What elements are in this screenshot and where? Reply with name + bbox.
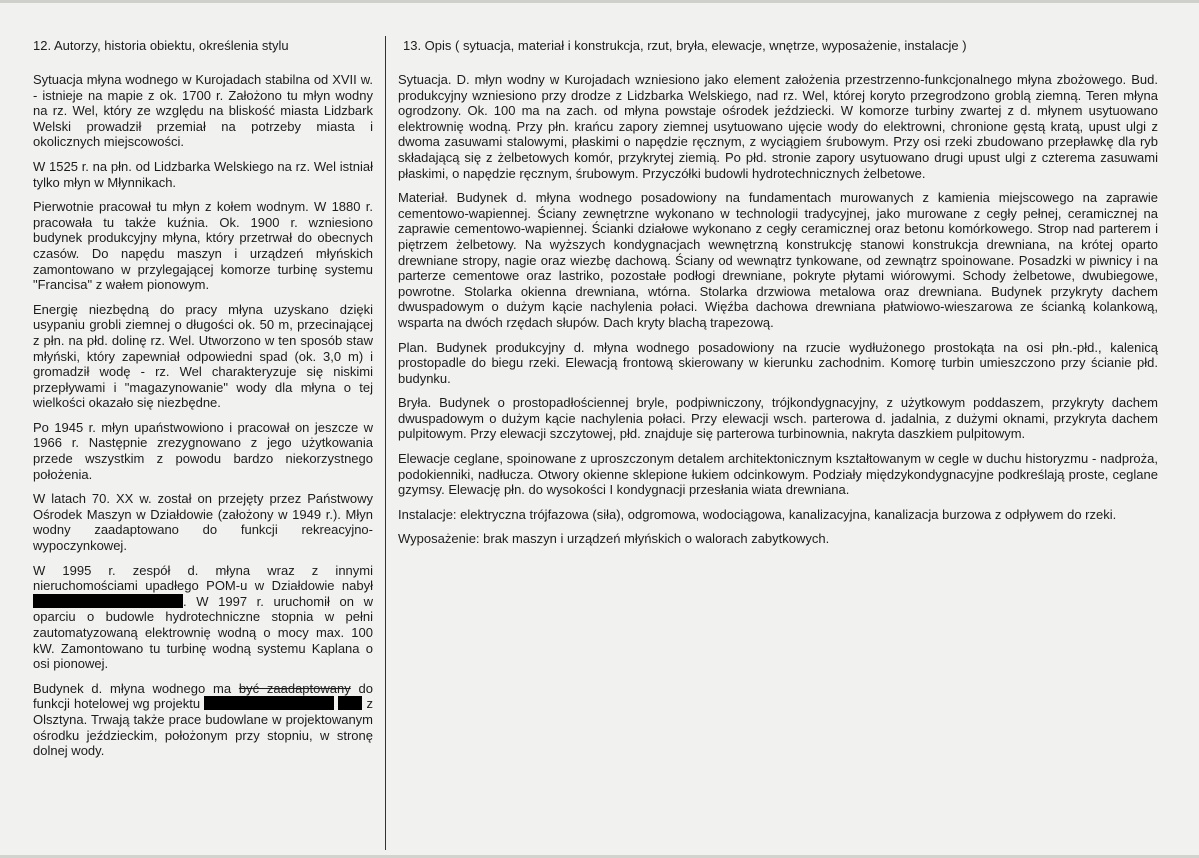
history-paragraph-7	[33, 563, 373, 672]
redaction-box	[338, 696, 362, 710]
history-heading: 12. Autorzy, historia obiektu, określenia stylu	[33, 38, 289, 53]
history-paragraph-1: Sytuacja młyna wodnego w Kurojadach stabilna od XVII w. - istnieje na mapie z ok. 1700 r. Założono tu młyn wodny na rz. Wel, który ze względu na bliskość miasta Lidzbark Welski prowadził przemiał na potrzeby miasta i okolicznych miejscowości.	[33, 72, 373, 150]
column-divider	[385, 36, 386, 850]
struck-text: być zaadaptowany	[238, 680, 351, 696]
page-edge-top	[0, 0, 1199, 3]
description-heading: 13. Opis ( sytuacja, materiał i konstrukcja, rzut, bryła, elewacje, wnętrze, wyposażenie, instalacje )	[403, 38, 967, 53]
history-paragraph-4: Energię niezbędną do pracy młyna uzyskano dzięki usypaniu grobli ziemnej o długości ok. 50 m, przecinającej z płn. na płd. dolinę rz. Wel. Utworzono w ten sposób staw młyński, który zapewniał odpowiedni spad (ok. 3,0 m) i gromadził wodę - rz. Wel charakteryzuje się niskimi przepływami i "magazynowanie" wody dla młyna o tej wielkości okazało się niezbędne.	[33, 301, 373, 411]
history-paragraph-2: W 1525 r. na płn. od Lidzbarka Welskiego na rz. Wel istniał tylko młyn w Młynnikach.	[33, 158, 373, 190]
description-column	[398, 38, 1158, 556]
history-paragraph-8-middle: do funkcji hotelowej wg projektu	[33, 680, 373, 712]
redaction-box	[204, 696, 334, 710]
description-installations: Instalacje: elektryczna trójfazowa (siła), odgromowa, wodociągowa, kanalizacyjna, kanalizacja burzowa z odpływem do rzeki.	[398, 506, 1117, 522]
description-situation: Sytuacja. D. młyn wodny w Kurojadach wzniesiono jako element założenia przestrzenno-funkcjonalnego młyna zbożowego. Bud. produkcyjny wzniesiono przy drodze z Lidzbarka Welskiego, nad rz. Wel, której koryto przegrodzono groblą ziemną. Teren młyna ogrodzony. Ok. 100 ma na zach. od młyna powstaje ośrodek jeździecki. W komorze turbiny zwartej z d. młynem usytuowano elektrownię wodną. Przy płn. krańcu zapory ziemnej usytuowano ujęcie wody do elektrowni, chronione gęstą kratą, upust ulgi z dwoma zasuwami stalowymi, płaskimi o napędzie ręcznym, z wyciągiem śrubowym. Przy osi rzeki zbudowano przepławkę dla ryb składającą się z żelbetowych komór, przykrytej ziemią. Po płd. stronie zapory usytuowano drugi upust ulgi z czterema zasuwami płaskimi, o napędzie ręcznym, śrubowym. Przyczółki budowli hydrotechnicznych żelbetowe.	[398, 72, 1158, 181]
description-body: Bryła. Budynek o prostopadłościennej bryle, podpiwniczony, trójkondygnacyjny, z użytkowym poddaszem, przykryty dachem dwuspadowym o dużym kącie nachylenia połaci. Przy elewacji wsch. parterowa d. jadalnia, z dużymi oknami, przykryta dachem pulpitowym. Przy elewacji szczytowej, płd. znajduje się parterowa turbinownia, nakryta daszkiem pulpitowym.	[398, 395, 1158, 442]
redaction-box	[33, 594, 183, 608]
history-paragraph-8	[33, 681, 373, 759]
description-elevations: Elewacje ceglane, spoinowane z uproszczonym detalem architektonicznym kształtowanym w cegle w duchu historyzmu - nadproża, podokienniki, nadłucza. Otwory okienne sklepione łukiem odcinkowym. Podziały międzykondygnacyjne podkreślają proste, ceglane gzymsy. Elewację płn. do wysokości I kondygnacji przesłania wiata drewniana.	[398, 451, 1158, 498]
history-paragraph-6: W latach 70. XX w. został on przejęty przez Państwowy Ośrodek Maszyn w Działdowie (założony w 1949 r.). Młyn wodny zaadaptowano do funkcji rekreacyjno-wypoczynkowej.	[33, 491, 373, 554]
description-plan: Plan. Budynek produkcyjny d. młyna wodnego posadowiony na rzucie wydłużonego prostokąta na osi płn.-płd., kalenicą prostopadle do biegu rzeki. Elewacją frontową skierowany w kierunku zachodnim. Komorę turbin umieszczono przy ścianie płd. budynku.	[398, 339, 1158, 386]
description-equipment: Wyposażenie: brak maszyn i urządzeń młyńskich o walorach zabytkowych.	[398, 531, 830, 547]
history-paragraph-5: Po 1945 r. młyn upaństwowiono i pracował on jeszcze w 1966 r. Następnie zrezygnowano z jego użytkowania przede wszystkim z powodu bardzo niekorzystnego położenia.	[33, 419, 373, 482]
history-paragraph-7-start: W 1995 r. zespół d. młyna wraz z innymi nieruchomościami upadłego POM-u w Działdowie nabył	[33, 562, 373, 594]
history-paragraph-8-start: Budynek d. młyna wodnego ma	[33, 680, 232, 696]
description-material: Materiał. Budynek d. młyna wodnego posadowiony na fundamentach murowanych z kamienia miejscowego na zaprawie cementowo-wapiennej. Ściany zewnętrzne wykonano w technologii tradycyjnej, jako murowane z cegły pełnej, ceramicznej na zaprawie cementowo-wapiennej. Ścianki działowe wykonano z cegły ceramicznej oraz betonu komórkowego. Strop nad parterem i piętrzem żelbetowy. Na wyższych kondygnacjach wewnętrzną konstrukcję stanowi konstrukcja drewniana, na krótej oparto drewniane stropy, nagie oraz wiezbę dachową. Ściany od wewnątrz tynkowane, od zewnątrz spoinowane. Posadzki w piwnicy i na parterze cementowe oraz lastriko, pozostałe podłogi drewniane, pokryte płytami wiórowymi. Schody żelbetowe, dwubiegowe, powrotne. Stolarka okienna drewniana, wtórna. Stolarka drzwiowa metalowa oraz drewniana. Budynek przykryty dachem dwuspadowym o dużym kącie nachylenia połaci. Więźba dachowa drewniana płatwiowo-wieszarowa ze ścianką kolankową, wsparta na dwóch rzędach słupów. Dach kryty blachą trapezową.	[398, 190, 1158, 330]
history-paragraph-8-end: z Olsztyna. Trwają także prace budowlane w projektowanym ośrodku jeździeckim, położonym przy stopniu, w stronę dolnej wody.	[33, 696, 373, 759]
history-paragraph-7-end: . W 1997 r. uruchomił on w oparciu o budowle hydrotechniczne stopnia w pełni zautomatyzowaną elektrownię wodną o mocy max. 100 kW. Zamontowano tu turbinę wodną systemu Kaplana o osi pionowej.	[33, 593, 373, 672]
history-paragraph-3: Pierwotnie pracował tu młyn z kołem wodnym. W 1880 r. pracowała tu także kuźnia. Ok. 1900 r. wzniesiono budynek produkcyjny młyna, który przetrwał do obecnych czasów. Do napędu maszyn i urządzeń młyńskich zamontowano w przylegającej komorze turbinę systemu "Francisa" z wałem pionowym.	[33, 199, 373, 293]
history-column	[33, 38, 373, 768]
